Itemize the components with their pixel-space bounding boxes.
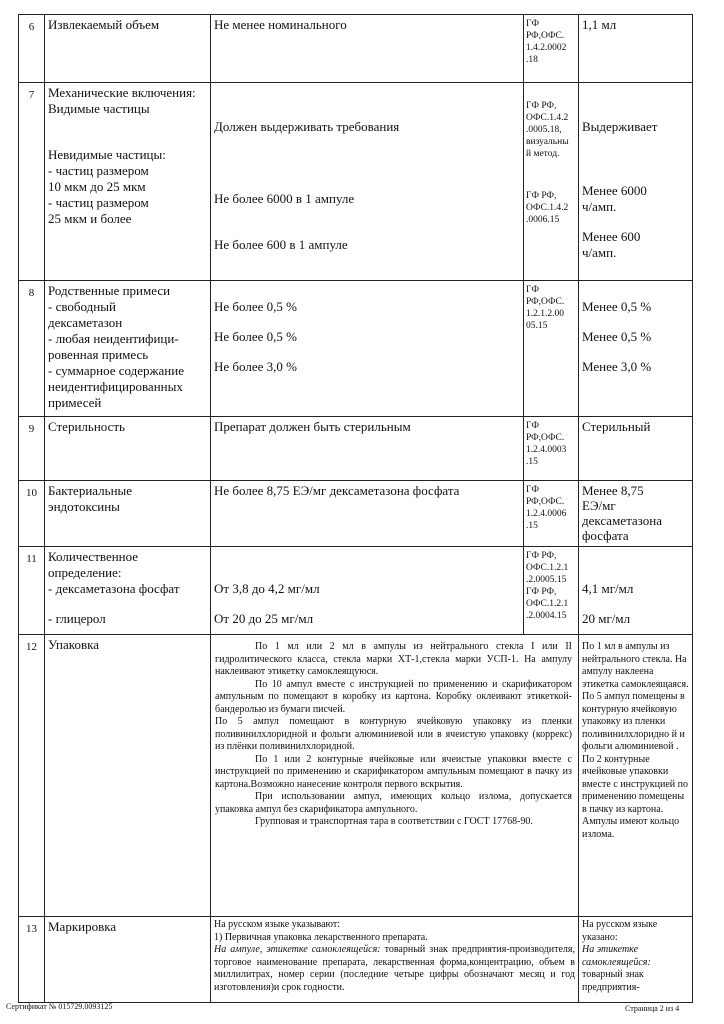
row-number: 7 xyxy=(19,83,45,281)
result-10-25: Менее 6000 ч/амп. xyxy=(582,183,647,214)
marking-text-rest: товарный знак предприятия-производителя, торговое наименование препарата, лекарственная форма,концентрацию, объем в миллилитрах, номер серии (последние четыре цифры обозначают месяц и год изготовления)и срок годности. xyxy=(214,944,576,993)
method-reference: ГФ РФ,ОФС. 1.2.4.0003 .15 xyxy=(524,417,579,481)
requirement-visible: Должен выдерживать требования xyxy=(214,119,400,134)
result: Стерильный xyxy=(579,417,693,481)
result: Менее 8,75 ЕЭ/мг дексаметазона фосфата xyxy=(579,481,693,547)
method-reference-dexamethasone: ГФ РФ, ОФС.1.2.1 .2.0005.15 xyxy=(526,551,569,585)
method-reference-glycerol: ГФ РФ, ОФС.1.2.1 .2.0004.15 xyxy=(526,587,569,621)
result-visible: Выдерживает xyxy=(582,119,658,134)
method-reference: ГФ РФ,ОФС. 1.4.2.0002 .18 xyxy=(524,15,579,83)
page-number: Страница 2 из 4 xyxy=(625,1004,680,1013)
method-reference: ГФ РФ,ОФС. 1.2.1.2.00 05.15 xyxy=(524,281,579,417)
requirement xyxy=(211,83,524,281)
result xyxy=(579,83,693,281)
row-number: 6 xyxy=(19,15,45,83)
method-reference xyxy=(524,83,579,281)
parameter-name xyxy=(45,83,211,281)
table-row xyxy=(19,547,693,635)
parameter-name: Родственные примеси - свободный дексаметазон - любая неидентифици- ровенная примесь - суммарное содержание неидентифицированных примесей xyxy=(45,281,211,417)
requirement xyxy=(211,917,579,1003)
requirement xyxy=(211,635,579,917)
result-free-dexamethasone: Менее 0,5 % xyxy=(582,299,652,314)
result: 1,1 мл xyxy=(579,15,693,83)
result-text-italic: На этикетке самоклеящейся: xyxy=(582,944,651,968)
result: По 1 мл в ампулы из нейтрального стекла. На ампулу наклеена этикетка самоклеящаяся. По 5 ампул помещены в контурную ячейковую упаковку из пленки поливинилхлоридно й и фольги алюминиевой . По 2 контурные ячейковые упаковки вместе с инструкцией по применению помещены в пачку из картона. Ампулы имеют кольцо излома. xyxy=(579,635,693,917)
result xyxy=(579,281,693,417)
result xyxy=(579,917,693,1003)
row-number: 10 xyxy=(19,481,45,547)
row-number: 13 xyxy=(19,917,45,1003)
requirement xyxy=(211,547,524,635)
result-25-plus: Менее 600 ч/амп. xyxy=(582,229,641,260)
packaging-paragraph: По 1 или 2 контурные ячейковые или ячеистые упаковки вместе с инструкцией по применению и скарификатором ампульным помещают в пачку из картона.Возможно нанесение контроля первого вскрытия. xyxy=(215,753,572,790)
row-number: 9 xyxy=(19,417,45,481)
requirement-glycerol: От 20 до 25 мг/мл xyxy=(214,611,314,626)
requirement: Не более 8,75 ЕЭ/мг дексаметазона фосфата xyxy=(211,481,524,547)
table-row xyxy=(19,281,693,417)
parameter-name xyxy=(45,547,211,635)
method-reference: ГФ РФ,ОФС. 1.2.4.0006 .15 xyxy=(524,481,579,547)
parameter-name-invisible: Невидимые частицы: - частиц размером 10 мкм до 25 мкм - частиц размером 25 мкм и более xyxy=(48,147,166,226)
parameter-name-dexamethasone: Количественное определение: - дексаметазона фосфат xyxy=(48,549,180,596)
result-glycerol: 20 мг/мл xyxy=(582,611,631,626)
row-number: 8 xyxy=(19,281,45,417)
table-row xyxy=(19,917,693,1003)
marking-line: 1) Первичная упаковка лекарственного препарата. xyxy=(214,931,428,943)
result-any-impurity: Менее 0,5 % xyxy=(582,329,652,344)
method-reference-visual: ГФ РФ, ОФС.1.4.2 .0005.18, визуальны й метод. xyxy=(526,101,569,159)
requirement: Не менее номинального xyxy=(211,15,524,83)
parameter-name: Стерильность xyxy=(45,417,211,481)
requirement xyxy=(211,281,524,417)
requirement-any-impurity: Не более 0,5 % xyxy=(214,329,297,344)
packaging-paragraph: По 1 мл или 2 мл в ампулы из нейтрального стекла I или II гидролитического класса, стекла марки ХТ-1,стекла марки УСП-1. На ампулу наклеивают этикетку самоклеящуюся. xyxy=(215,641,572,677)
marking-text-italic: На ампуле, этикетке самоклеящейся: xyxy=(214,944,381,955)
packaging-paragraph: При использовании ампул, имеющих кольцо излома, допускается упаковка ампул без скарификатора ампульного. xyxy=(215,791,572,815)
packaging-paragraph: По 5 ампул помещают в контурную ячейковую упаковку из пленки поливинилхлоридной и фольги алюминиевой или в ячеистую упаковку (коррекс) из плёнки поливинилхлоридной. xyxy=(215,716,572,752)
table-row xyxy=(19,481,693,547)
table-row xyxy=(19,635,693,917)
result-text-rest: товарный знак предприятия- xyxy=(582,969,644,993)
parameter-name: Маркировка xyxy=(45,917,211,1003)
requirement: Препарат должен быть стерильным xyxy=(211,417,524,481)
result-dexamethasone: 4,1 мг/мл xyxy=(582,581,634,596)
row-number: 11 xyxy=(19,547,45,635)
parameter-name-visible: Механические включения: Видимые частицы xyxy=(48,85,196,116)
table-row xyxy=(19,15,693,83)
result xyxy=(579,547,693,635)
result-total-impurities: Менее 3,0 % xyxy=(582,359,652,374)
parameter-name: Упаковка xyxy=(45,635,211,917)
table-row xyxy=(19,83,693,281)
requirement-10-25: Не более 6000 в 1 ампуле xyxy=(214,191,355,206)
requirement-free-dexamethasone: Не более 0,5 % xyxy=(214,299,297,314)
table-row xyxy=(19,417,693,481)
method-reference xyxy=(524,547,579,635)
marking-line: На русском языке указывают: xyxy=(214,919,341,930)
method-reference-particles: ГФ РФ, ОФС.1.4.2 .0006.15 xyxy=(526,191,569,225)
row-number: 12 xyxy=(19,635,45,917)
result-text xyxy=(582,944,689,994)
specification-table xyxy=(18,14,693,1003)
requirement-total-impurities: Не более 3,0 % xyxy=(214,359,297,374)
marking-text xyxy=(214,944,575,994)
packaging-paragraph: По 10 ампул вместе с инструкцией по применению и скарификатором ампульным по помещают в коробку из картона. Коробку оклеивают этикеткой-бандеролью из бумаги писчей. xyxy=(215,678,572,715)
parameter-name: Извлекаемый объем xyxy=(45,15,211,83)
result-line: На русском языке указано: xyxy=(582,919,658,943)
parameter-name: Бактериальные эндотоксины xyxy=(45,481,211,547)
requirement-dexamethasone: От 3,8 до 4,2 мг/мл xyxy=(214,581,320,596)
parameter-name-glycerol: - глицерол xyxy=(48,611,106,626)
packaging-paragraph: Групповая и транспортная тара в соответствии с ГОСТ 17768-90. xyxy=(255,816,533,827)
requirement-25-plus: Не более 600 в 1 ампуле xyxy=(214,237,348,252)
certificate-number: Сертификат № 015729.0093125 xyxy=(6,1002,113,1011)
